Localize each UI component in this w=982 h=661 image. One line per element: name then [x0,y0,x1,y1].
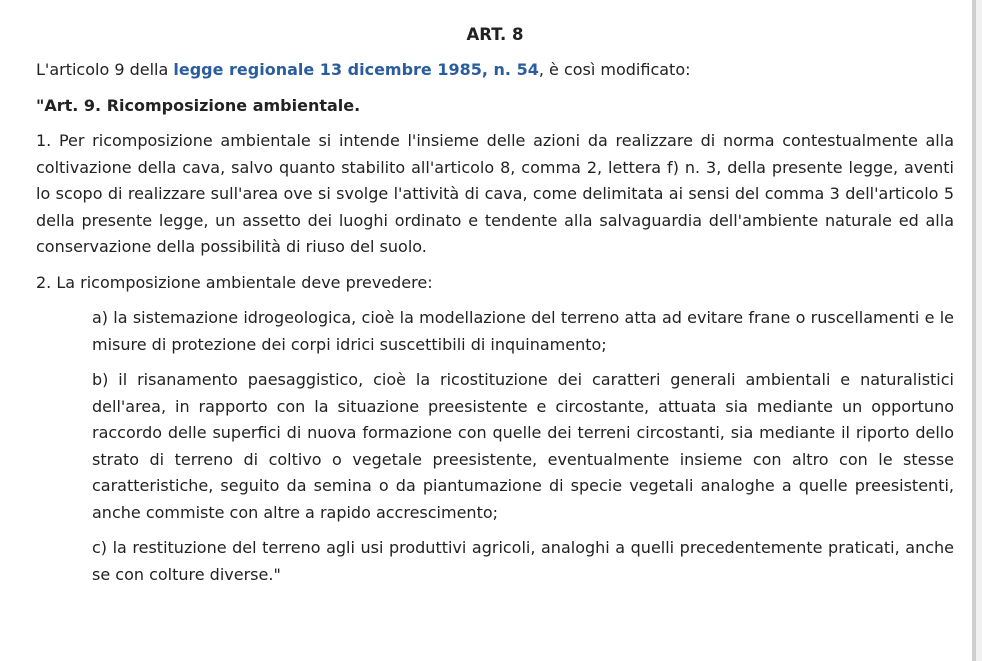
vertical-scrollbar[interactable] [972,0,982,661]
list-item-a: a) la sistemazione idrogeologica, cioè la modellazione del terreno atta ad evitare frane o ruscellamenti e le misure di protezione dei corpi idrici suscettibili di inquinamento; [92,308,954,354]
paragraph-1: 1. Per ricomposizione ambientale si intende l'insieme delle azioni da realizzare di norma contestualmente alla coltivazione della cava, salvo quanto stabilito all'articolo 8, comma 2, lettera f) n. 3, della presente legge, aventi lo scopo di realizzare sull'area ove si svolge l'attività di cava, come delimitata ai sensi del comma 3 dell'articolo 5 della presente legge, un assetto dei luoghi ordinato e tendente alla salvaguardia dell'ambiente naturale ed alla conservazione della possibilità di riuso del suolo. [36,131,954,256]
intro-prefix: L'articolo 9 della [36,60,174,79]
article-content [36,22,954,588]
scrollbar-track-edge [972,0,976,661]
section-heading: "Art. 9. Ricomposizione ambientale. [36,95,361,115]
list-item-c: c) la restituzione del terreno agli usi produttivi agricoli, analoghi a quelli precedentemente praticati, anche se con colture diverse." [92,538,954,584]
article-intro [36,57,954,84]
paragraph-2: 2. La ricomposizione ambientale deve prevedere: [36,272,433,292]
article-title: ART. 8 [466,25,524,44]
intro-suffix: , è così modificato: [538,60,691,79]
list-item-b: b) il risanamento paesaggistico, cioè la ricostituzione dei caratteri generali ambientali e naturalistici dell'area, in rapporto con la situazione preesistente e circostante, attuata sia mediante un opportuno raccordo delle superfici di nuova formazione con quelle dei terreni circostanti, sia mediante il riporto dello strato di terreno di coltivo o vegetale preesistente, eventualmente insieme con altro con le stesse caratteristiche, seguito da semina o da piantumazione di specie vegetali analoghe a quelle preesistenti, anche commiste con altre a rapido accrescimento; [92,370,954,522]
law-reference-link[interactable]: legge regionale 13 dicembre 1985, n. 54 [173,60,539,79]
